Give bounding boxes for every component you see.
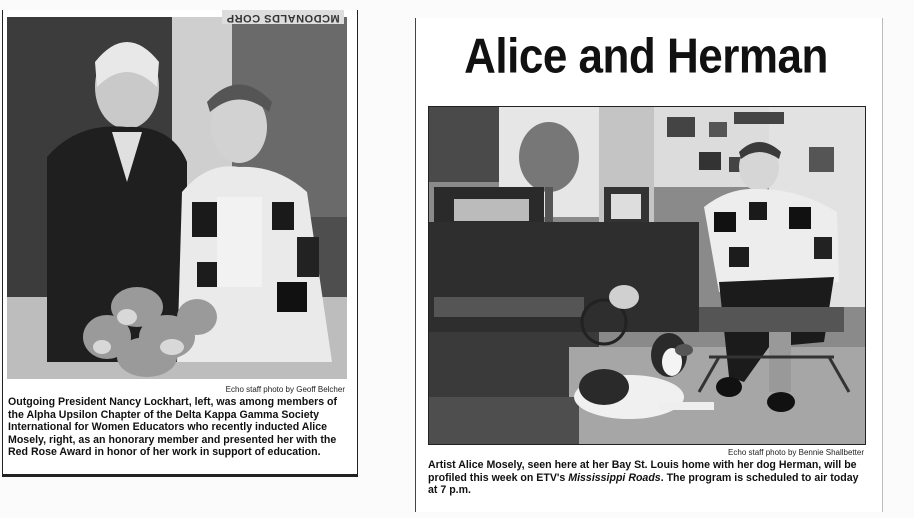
photo-image <box>7 17 347 379</box>
headline: Alice and Herman <box>464 29 828 84</box>
photo-image <box>429 107 865 444</box>
caption-text-after: . The program is scheduled to air today at 7 p.m. <box>428 471 859 496</box>
photo-credit-left: Echo staff photo by Geoff Belcher <box>225 385 345 394</box>
photo-lockhart-mosely <box>7 17 347 379</box>
caption-left: Outgoing President Nancy Lockhart, left, was among members of the Alpha Upsilon Chapter of the Delta Kappa Gamma Society International for Women Educators who recently inducted Alice Mosely, right, as an honorary member and presented her with the Red Rose Award in honor of her work in support of education. <box>8 396 338 458</box>
caption-text-before: Artist Alice Mosely, seen here at her Bay St. Louis home with her dog Herman, will be profiled this week on ETV's <box>428 459 857 484</box>
caption-program-title: Mississippi Roads <box>568 471 661 484</box>
photo-alice-herman <box>428 106 866 445</box>
divider <box>2 474 358 476</box>
photo-credit-right: Echo staff photo by Bennie Shallbetter <box>728 448 864 457</box>
masthead-fragment: MCDONALDS CORP <box>222 10 344 24</box>
caption-right <box>428 459 868 497</box>
